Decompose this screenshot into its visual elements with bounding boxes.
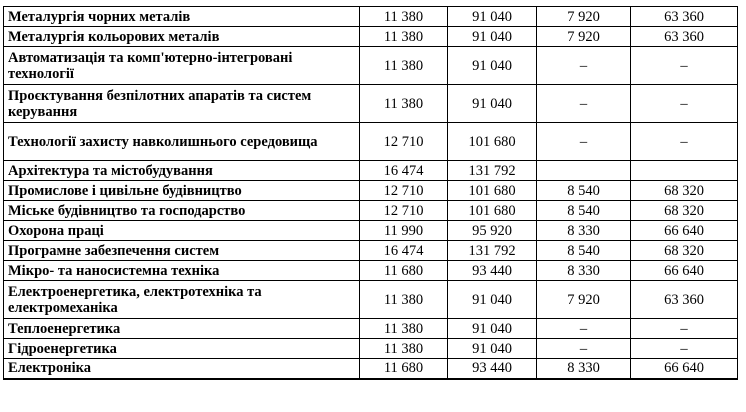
specialty-name: Гідроенергетика bbox=[4, 339, 360, 359]
specialty-name: Охорона праці bbox=[4, 221, 360, 241]
fee-value: 11 380 bbox=[360, 7, 448, 27]
fee-value: 68 320 bbox=[631, 241, 738, 261]
table-row bbox=[4, 7, 738, 27]
table-row bbox=[4, 27, 738, 47]
fee-value: 12 710 bbox=[360, 201, 448, 221]
fee-value: 11 380 bbox=[360, 281, 448, 319]
table-row bbox=[4, 359, 738, 379]
tuition-fees-table bbox=[3, 6, 738, 380]
fee-value: – bbox=[537, 123, 631, 161]
fee-value: 66 640 bbox=[631, 221, 738, 241]
fee-value: 66 640 bbox=[631, 261, 738, 281]
fee-value: – bbox=[537, 85, 631, 123]
fee-value: 101 680 bbox=[448, 201, 537, 221]
table-row bbox=[4, 201, 738, 221]
fee-value: 11 380 bbox=[360, 27, 448, 47]
table-row bbox=[4, 47, 738, 85]
specialty-name: Мікро- та наносистемна техніка bbox=[4, 261, 360, 281]
fee-value: 11 380 bbox=[360, 319, 448, 339]
fee-value: 91 040 bbox=[448, 319, 537, 339]
fee-value: – bbox=[631, 47, 738, 85]
fee-value: – bbox=[537, 319, 631, 339]
fee-value: 8 540 bbox=[537, 241, 631, 261]
fee-value: 16 474 bbox=[360, 241, 448, 261]
fee-value: 101 680 bbox=[448, 123, 537, 161]
fee-value: 16 474 bbox=[360, 161, 448, 181]
table-row bbox=[4, 85, 738, 123]
fee-value: – bbox=[631, 319, 738, 339]
fee-value: 131 792 bbox=[448, 241, 537, 261]
fee-value: 91 040 bbox=[448, 339, 537, 359]
specialty-name: Програмне забезпечення систем bbox=[4, 241, 360, 261]
fee-value: – bbox=[631, 123, 738, 161]
fee-value: 8 330 bbox=[537, 261, 631, 281]
fee-value: 8 330 bbox=[537, 359, 631, 379]
specialty-name: Металургія чорних металів bbox=[4, 7, 360, 27]
fee-value: 131 792 bbox=[448, 161, 537, 181]
fee-value: – bbox=[537, 47, 631, 85]
fee-value: 91 040 bbox=[448, 281, 537, 319]
fee-value: 7 920 bbox=[537, 281, 631, 319]
fee-value: 68 320 bbox=[631, 201, 738, 221]
fee-value: 101 680 bbox=[448, 181, 537, 201]
specialty-name: Металургія кольорових металів bbox=[4, 27, 360, 47]
fee-value bbox=[537, 161, 631, 181]
specialty-name: Технології захисту навколишнього середовища bbox=[4, 123, 360, 161]
fee-value bbox=[631, 161, 738, 181]
specialty-name: Теплоенергетика bbox=[4, 319, 360, 339]
fee-value: 66 640 bbox=[631, 359, 738, 379]
fee-value: 11 990 bbox=[360, 221, 448, 241]
specialty-name: Електроенергетика, електротехніка та електромеханіка bbox=[4, 281, 360, 319]
fee-value: 93 440 bbox=[448, 261, 537, 281]
fee-value: 11 380 bbox=[360, 85, 448, 123]
table-row bbox=[4, 241, 738, 261]
table-row bbox=[4, 319, 738, 339]
fee-value: 93 440 bbox=[448, 359, 537, 379]
fee-value: 91 040 bbox=[448, 7, 537, 27]
fee-value: – bbox=[631, 339, 738, 359]
fee-value: 12 710 bbox=[360, 181, 448, 201]
specialty-name: Проєктування безпілотних апаратів та систем керування bbox=[4, 85, 360, 123]
fee-value: 8 330 bbox=[537, 221, 631, 241]
table-row bbox=[4, 161, 738, 181]
fee-value: 11 380 bbox=[360, 47, 448, 85]
fee-value: 7 920 bbox=[537, 7, 631, 27]
fee-value: 11 380 bbox=[360, 339, 448, 359]
specialty-name: Промислове і цивільне будівництво bbox=[4, 181, 360, 201]
fee-value: 91 040 bbox=[448, 27, 537, 47]
specialty-name: Електроніка bbox=[4, 359, 360, 379]
table-row bbox=[4, 281, 738, 319]
fee-value: 63 360 bbox=[631, 27, 738, 47]
table-row bbox=[4, 181, 738, 201]
fee-value: 95 920 bbox=[448, 221, 537, 241]
table-row bbox=[4, 123, 738, 161]
specialty-name: Міське будівництво та господарство bbox=[4, 201, 360, 221]
fee-value: 12 710 bbox=[360, 123, 448, 161]
fee-value: 91 040 bbox=[448, 47, 537, 85]
fee-value: 91 040 bbox=[448, 85, 537, 123]
fee-value: – bbox=[537, 339, 631, 359]
table-row bbox=[4, 339, 738, 359]
fee-value: 68 320 bbox=[631, 181, 738, 201]
fee-value: 11 680 bbox=[360, 359, 448, 379]
specialty-name: Архітектура та містобудування bbox=[4, 161, 360, 181]
table-row bbox=[4, 261, 738, 281]
fee-value: 63 360 bbox=[631, 7, 738, 27]
fee-value: 8 540 bbox=[537, 201, 631, 221]
fee-value: 8 540 bbox=[537, 181, 631, 201]
fee-value: 11 680 bbox=[360, 261, 448, 281]
specialty-name: Автоматизація та комп'ютерно-інтегровані технології bbox=[4, 47, 360, 85]
fee-value: 7 920 bbox=[537, 27, 631, 47]
fee-value: – bbox=[631, 85, 738, 123]
table-row bbox=[4, 221, 738, 241]
fee-value: 63 360 bbox=[631, 281, 738, 319]
